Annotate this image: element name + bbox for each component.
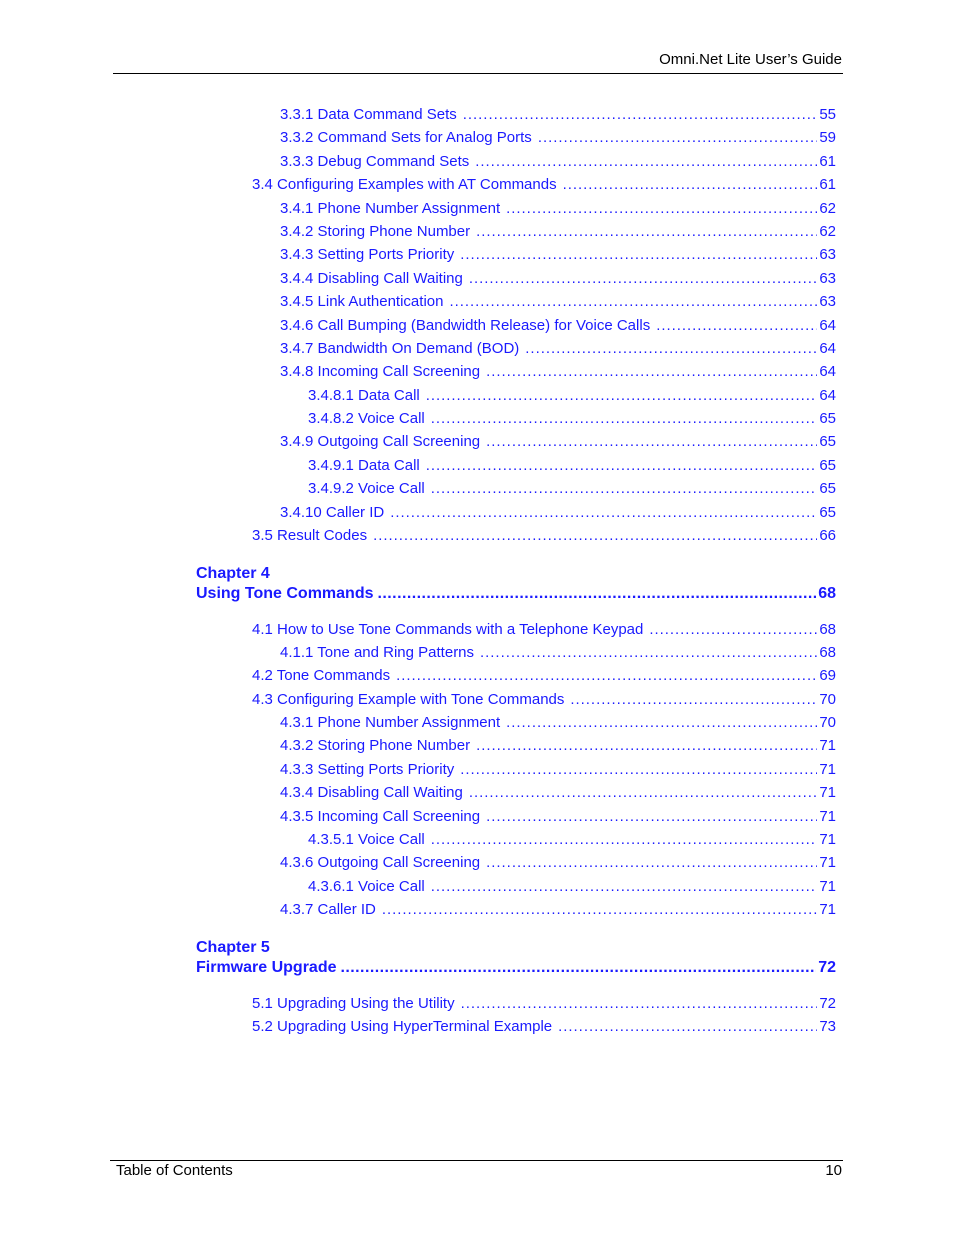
toc-entry-4-3-4[interactable] bbox=[280, 784, 836, 804]
chapter-4-heading[interactable] bbox=[196, 585, 836, 603]
toc-entry-label: 3.4.1 Phone Number Assignment bbox=[280, 200, 501, 217]
dot-leader bbox=[431, 480, 818, 497]
toc-entry-4-3-1[interactable] bbox=[280, 714, 836, 734]
toc-entry-label: 4.3.6.1 Voice Call bbox=[308, 878, 425, 895]
chapter-5-heading[interactable] bbox=[196, 959, 836, 977]
toc-entry-3-4-7[interactable] bbox=[280, 340, 836, 360]
toc-entry-4-3-5-1[interactable] bbox=[308, 831, 836, 851]
dot-leader bbox=[390, 504, 817, 521]
toc-entry-label: 3.4.8.2 Voice Call bbox=[308, 410, 425, 427]
toc-entry-page: 65 bbox=[819, 410, 836, 427]
toc-entry-label: 4.3.2 Storing Phone Number bbox=[280, 737, 471, 754]
toc-entry-label: 4.3.1 Phone Number Assignment bbox=[280, 714, 501, 731]
dot-leader bbox=[506, 200, 817, 217]
dot-leader bbox=[656, 317, 817, 334]
footer-section-title: Table of Contents bbox=[116, 1162, 233, 1179]
dot-leader bbox=[431, 410, 818, 427]
toc-entry-3-4-10[interactable] bbox=[280, 504, 836, 524]
toc-entry-page: 64 bbox=[819, 317, 836, 334]
toc-entry-label: 3.4.5 Link Authentication bbox=[280, 293, 444, 310]
toc-entry-page: 68 bbox=[819, 644, 836, 661]
dot-leader bbox=[476, 223, 817, 240]
toc-entry-3-4-1[interactable] bbox=[280, 200, 836, 220]
toc-entry-page: 64 bbox=[819, 340, 836, 357]
toc-entry-label: 4.1 How to Use Tone Commands with a Telephone Keypad bbox=[252, 621, 644, 638]
toc-entry-label: 3.4 Configuring Examples with AT Commands bbox=[252, 176, 557, 193]
toc-entry-page: 55 bbox=[819, 106, 836, 123]
toc-entry-page: 65 bbox=[819, 480, 836, 497]
toc-entry-label: 3.4.9.2 Voice Call bbox=[308, 480, 425, 497]
toc-entry-page: 71 bbox=[819, 854, 836, 871]
header-rule bbox=[113, 73, 843, 74]
toc-entry-4-3-2[interactable] bbox=[280, 737, 836, 757]
toc-entry-page: 62 bbox=[819, 200, 836, 217]
toc-entry-3-3-1[interactable] bbox=[280, 106, 836, 126]
toc-entry-3-4-5[interactable] bbox=[280, 293, 836, 313]
toc-entry-label: 3.3.2 Command Sets for Analog Ports bbox=[280, 129, 532, 146]
toc-entry-page: 70 bbox=[819, 714, 836, 731]
toc-entry-4-3-6[interactable] bbox=[280, 854, 836, 874]
toc-entry-page: 63 bbox=[819, 270, 836, 287]
toc-entry-4-2[interactable] bbox=[252, 667, 836, 687]
toc-entry-3-3-3[interactable] bbox=[280, 153, 836, 173]
toc-entry-page: 73 bbox=[819, 1018, 836, 1035]
toc-entry-page: 65 bbox=[819, 457, 836, 474]
toc-entry-4-3[interactable] bbox=[252, 691, 836, 711]
dot-leader bbox=[469, 784, 817, 801]
dot-leader bbox=[486, 433, 817, 450]
toc-entry-4-3-6-1[interactable] bbox=[308, 878, 836, 898]
toc-entry-3-4[interactable] bbox=[252, 176, 836, 196]
toc-entry-4-3-5[interactable] bbox=[280, 808, 836, 828]
dot-leader bbox=[558, 1018, 817, 1035]
toc-entry-5-2[interactable] bbox=[252, 1018, 836, 1038]
dot-leader bbox=[431, 831, 818, 848]
toc-entry-3-4-6[interactable] bbox=[280, 317, 836, 337]
toc-entry-3-3-2[interactable] bbox=[280, 129, 836, 149]
running-header-title: Omni.Net Lite User’s Guide bbox=[659, 51, 842, 68]
toc-entry-label: 4.3.5.1 Voice Call bbox=[308, 831, 425, 848]
toc-entry-label: 3.3.1 Data Command Sets bbox=[280, 106, 457, 123]
toc-entry-label: 3.4.3 Setting Ports Priority bbox=[280, 246, 455, 263]
toc-entry-3-4-2[interactable] bbox=[280, 223, 836, 243]
toc-entry-4-3-3[interactable] bbox=[280, 761, 836, 781]
toc-entry-page: 71 bbox=[819, 737, 836, 754]
toc-entry-page: 66 bbox=[819, 527, 836, 544]
chapter-title: Using Tone Commands bbox=[196, 585, 374, 602]
toc-entry-page: 61 bbox=[819, 153, 836, 170]
toc-entry-page: 71 bbox=[819, 761, 836, 778]
toc-entry-page: 62 bbox=[819, 223, 836, 240]
toc-entry-page: 71 bbox=[819, 901, 836, 918]
dot-leader bbox=[525, 340, 817, 357]
toc-entry-label: 4.1.1 Tone and Ring Patterns bbox=[280, 644, 475, 661]
toc-entry-page: 63 bbox=[819, 293, 836, 310]
toc-entry-page: 68 bbox=[819, 621, 836, 638]
dot-leader bbox=[469, 270, 817, 287]
toc-entry-label: 3.4.2 Storing Phone Number bbox=[280, 223, 471, 240]
toc-entry-label: 3.4.4 Disabling Call Waiting bbox=[280, 270, 463, 287]
toc-entry-page: 71 bbox=[819, 784, 836, 801]
toc-entry-label: 3.4.8.1 Data Call bbox=[308, 387, 420, 404]
dot-leader bbox=[486, 854, 817, 871]
toc-entry-label: 4.2 Tone Commands bbox=[252, 667, 391, 684]
toc-entry-label: 4.3 Configuring Example with Tone Commands bbox=[252, 691, 565, 708]
toc-entry-5-1[interactable] bbox=[252, 995, 836, 1015]
dot-leader bbox=[480, 644, 817, 661]
toc-entry-page: 61 bbox=[819, 176, 836, 193]
toc-entry-label: 5.1 Upgrading Using the Utility bbox=[252, 995, 455, 1012]
toc-entry-label: 4.3.7 Caller ID bbox=[280, 901, 376, 918]
dot-leader bbox=[476, 737, 817, 754]
dot-leader bbox=[340, 959, 816, 977]
toc-entry-page: 64 bbox=[819, 387, 836, 404]
toc-entry-page: 65 bbox=[819, 433, 836, 450]
chapter-4-number[interactable]: Chapter 4 bbox=[196, 565, 270, 582]
toc-entry-4-1[interactable] bbox=[252, 621, 836, 641]
toc-entry-page: 71 bbox=[819, 808, 836, 825]
toc-entry-3-4-9[interactable] bbox=[280, 433, 836, 453]
toc-entry-3-4-8[interactable] bbox=[280, 363, 836, 383]
dot-leader bbox=[426, 387, 818, 404]
dot-leader bbox=[431, 878, 818, 895]
toc-entry-3-4-9-1[interactable] bbox=[308, 457, 836, 477]
toc-entry-3-4-9-2[interactable] bbox=[308, 480, 836, 500]
dot-leader bbox=[538, 129, 818, 146]
dot-leader bbox=[382, 901, 817, 918]
chapter-page: 72 bbox=[818, 959, 836, 976]
toc-entry-page: 71 bbox=[819, 831, 836, 848]
dot-leader bbox=[486, 808, 817, 825]
dot-leader bbox=[461, 995, 818, 1012]
toc-entry-page: 70 bbox=[819, 691, 836, 708]
toc-entry-label: 3.4.9.1 Data Call bbox=[308, 457, 420, 474]
toc-entry-page: 65 bbox=[819, 504, 836, 521]
toc-entry-page: 64 bbox=[819, 363, 836, 380]
toc-entry-3-4-8-1[interactable] bbox=[308, 387, 836, 407]
footer-rule bbox=[110, 1160, 843, 1161]
toc-entry-page: 72 bbox=[819, 995, 836, 1012]
dot-leader bbox=[373, 527, 817, 544]
toc-entry-page: 63 bbox=[819, 246, 836, 263]
toc-entry-page: 59 bbox=[819, 129, 836, 146]
dot-leader bbox=[563, 176, 818, 193]
dot-leader bbox=[378, 585, 817, 603]
toc-entry-label: 3.3.3 Debug Command Sets bbox=[280, 153, 470, 170]
dot-leader bbox=[649, 621, 817, 638]
footer-page-number: 10 bbox=[825, 1162, 842, 1179]
toc-entry-label: 3.5 Result Codes bbox=[252, 527, 368, 544]
chapter-5-number[interactable]: Chapter 5 bbox=[196, 939, 270, 956]
toc-entry-label: 3.4.7 Bandwidth On Demand (BOD) bbox=[280, 340, 520, 357]
dot-leader bbox=[570, 691, 817, 708]
dot-leader bbox=[475, 153, 817, 170]
toc-entry-label: 5.2 Upgrading Using HyperTerminal Example bbox=[252, 1018, 553, 1035]
dot-leader bbox=[426, 457, 818, 474]
toc-entry-page: 69 bbox=[819, 667, 836, 684]
toc-entry-label: 4.3.4 Disabling Call Waiting bbox=[280, 784, 463, 801]
chapter-title: Firmware Upgrade bbox=[196, 959, 337, 976]
toc-entry-4-1-1[interactable] bbox=[280, 644, 836, 664]
toc-entry-label: 4.3.5 Incoming Call Screening bbox=[280, 808, 481, 825]
toc-entry-label: 3.4.8 Incoming Call Screening bbox=[280, 363, 481, 380]
toc-entry-3-4-4[interactable] bbox=[280, 270, 836, 290]
toc-entry-label: 3.4.9 Outgoing Call Screening bbox=[280, 433, 481, 450]
dot-leader bbox=[449, 293, 817, 310]
toc-entry-label: 3.4.10 Caller ID bbox=[280, 504, 385, 521]
dot-leader bbox=[396, 667, 817, 684]
dot-leader bbox=[463, 106, 818, 123]
toc-entry-3-4-3[interactable] bbox=[280, 246, 836, 266]
toc-entry-label: 4.3.6 Outgoing Call Screening bbox=[280, 854, 481, 871]
dot-leader bbox=[460, 246, 817, 263]
toc-entry-3-5[interactable] bbox=[252, 527, 836, 547]
toc-entry-label: 4.3.3 Setting Ports Priority bbox=[280, 761, 455, 778]
toc-entry-page: 71 bbox=[819, 878, 836, 895]
toc-entry-3-4-8-2[interactable] bbox=[308, 410, 836, 430]
dot-leader bbox=[506, 714, 817, 731]
toc-entry-4-3-7[interactable] bbox=[280, 901, 836, 921]
chapter-page: 68 bbox=[818, 585, 836, 602]
dot-leader bbox=[486, 363, 817, 380]
toc-entry-label: 3.4.6 Call Bumping (Bandwidth Release) for Voice Calls bbox=[280, 317, 651, 334]
dot-leader bbox=[460, 761, 817, 778]
